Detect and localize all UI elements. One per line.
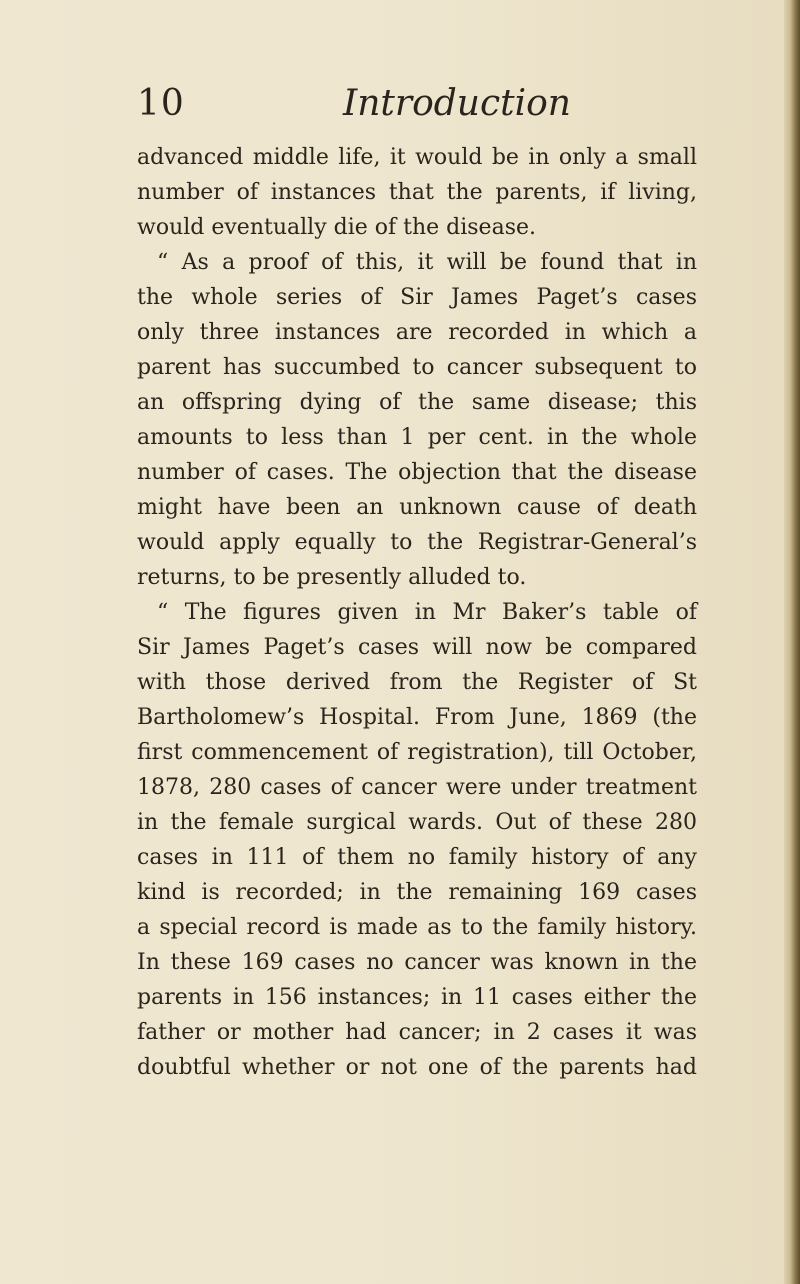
text-line: the whole series of Sir James Paget’s cases (137, 285, 697, 310)
text-line: first commencement of registration), till October, (137, 740, 697, 765)
body-text (137, 140, 697, 1085)
text-line: 1878, 280 cases of cancer were under treatment (137, 775, 697, 800)
text-line: amounts to less than 1 per cent. in the whole (137, 425, 697, 450)
text-line: would apply equally to the Registrar-General’s (137, 530, 697, 555)
text-line: number of cases. The objection that the disease (137, 460, 697, 485)
text-line: returns, to be presently alluded to. (137, 565, 527, 590)
text-line: with those derived from the Register of St (137, 670, 697, 695)
text-line: “ As a proof of this, it will be found that in (157, 250, 697, 275)
text-line: number of instances that the parents, if living, (137, 180, 697, 205)
text-line: might have been an unknown cause of death (137, 495, 697, 520)
page-edge-shadow (784, 0, 800, 1284)
text-line: In these 169 cases no cancer was known in the (137, 950, 697, 975)
page-number: 10 (137, 83, 185, 124)
text-line: would eventually die of the disease. (137, 215, 536, 240)
running-title: Introduction (343, 83, 571, 124)
text-line: an offspring dying of the same disease; this (137, 390, 697, 415)
text-line: a special record is made as to the family history. (137, 915, 697, 940)
text-line: parents in 156 instances; in 11 cases either the (137, 985, 697, 1010)
text-line: father or mother had cancer; in 2 cases it was (137, 1020, 697, 1045)
text-line: Sir James Paget’s cases will now be compared (137, 635, 697, 660)
text-line: advanced middle life, it would be in only a small (137, 145, 697, 170)
text-line: doubtful whether or not one of the parents had (137, 1055, 697, 1080)
text-line: cases in 111 of them no family history of any (137, 845, 697, 870)
text-line: “ The figures given in Mr Baker’s table of (157, 600, 697, 625)
text-line: Bartholomew’s Hospital. From June, 1869 (the (137, 705, 697, 730)
text-line: parent has succumbed to cancer subsequent to (137, 355, 697, 380)
text-line: in the female surgical wards. Out of these 280 (137, 810, 697, 835)
text-line: only three instances are recorded in which a (137, 320, 697, 345)
text-line: kind is recorded; in the remaining 169 cases (137, 880, 697, 905)
